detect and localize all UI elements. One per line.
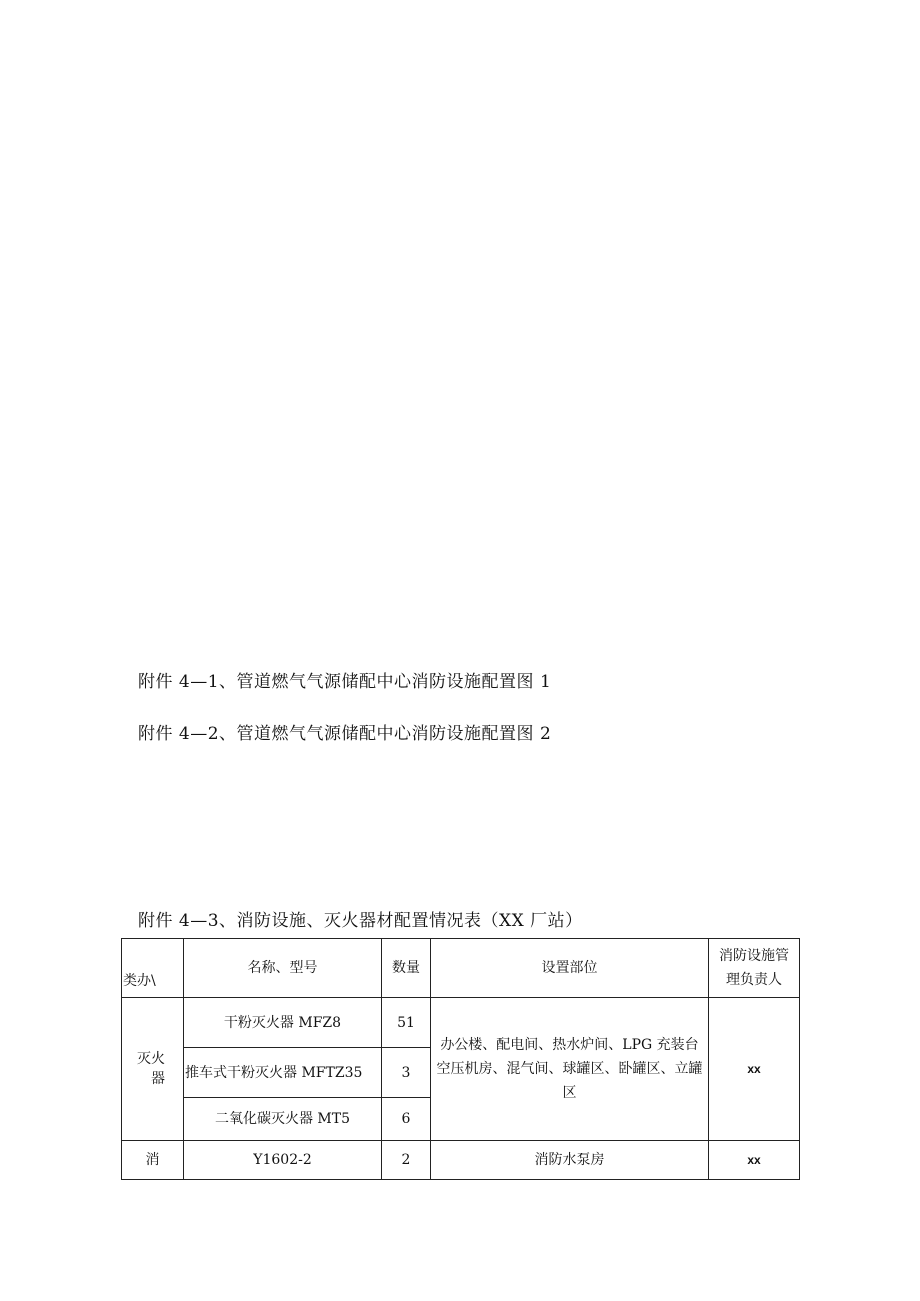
header-name: 名称、型号	[184, 939, 382, 998]
table-row	[122, 1141, 800, 1180]
caption-attachment-4-1: 附件 4—1、管道燃气气源储配中心消防设施配置图 1	[138, 672, 552, 692]
item-quantity-cell: 51	[382, 998, 431, 1048]
caption-attachment-4-3: 附件 4—3、消防设施、灭火器材配置情况表（XX 厂站）	[138, 911, 583, 931]
item-name-cell: 推车式干粉灭火器 MFTZ35	[184, 1048, 382, 1098]
item-name-cell: 干粉灭火器 MFZ8	[184, 998, 382, 1048]
category-cell-pump: 消	[122, 1141, 184, 1180]
item-name-cell: Y1602-2	[184, 1141, 382, 1180]
location-cell: 办公楼、配电间、热水炉间、LPG 充装台空压机房、混气间、球罐区、卧罐区、立罐区	[431, 998, 709, 1141]
fire-facilities-table	[121, 938, 800, 1180]
table-row	[122, 998, 800, 1048]
header-category: 类办\	[122, 939, 184, 998]
header-quantity: 数量	[382, 939, 431, 998]
item-quantity-cell: 6	[382, 1098, 431, 1141]
table-header-row	[122, 939, 800, 998]
header-location: 设置部位	[431, 939, 709, 998]
item-name-cell: 二氧化碳灭火器 MT5	[184, 1098, 382, 1141]
category-cell-extinguisher: 灭火器	[122, 998, 184, 1141]
item-quantity-cell: 3	[382, 1048, 431, 1098]
header-manager: 消防设施管理负责人	[709, 939, 800, 998]
location-cell: 消防水泵房	[431, 1141, 709, 1180]
manager-cell: xx	[709, 998, 800, 1141]
item-quantity-cell: 2	[382, 1141, 431, 1180]
manager-cell: xx	[709, 1141, 800, 1180]
caption-attachment-4-2: 附件 4—2、管道燃气气源储配中心消防设施配置图 2	[138, 724, 552, 744]
